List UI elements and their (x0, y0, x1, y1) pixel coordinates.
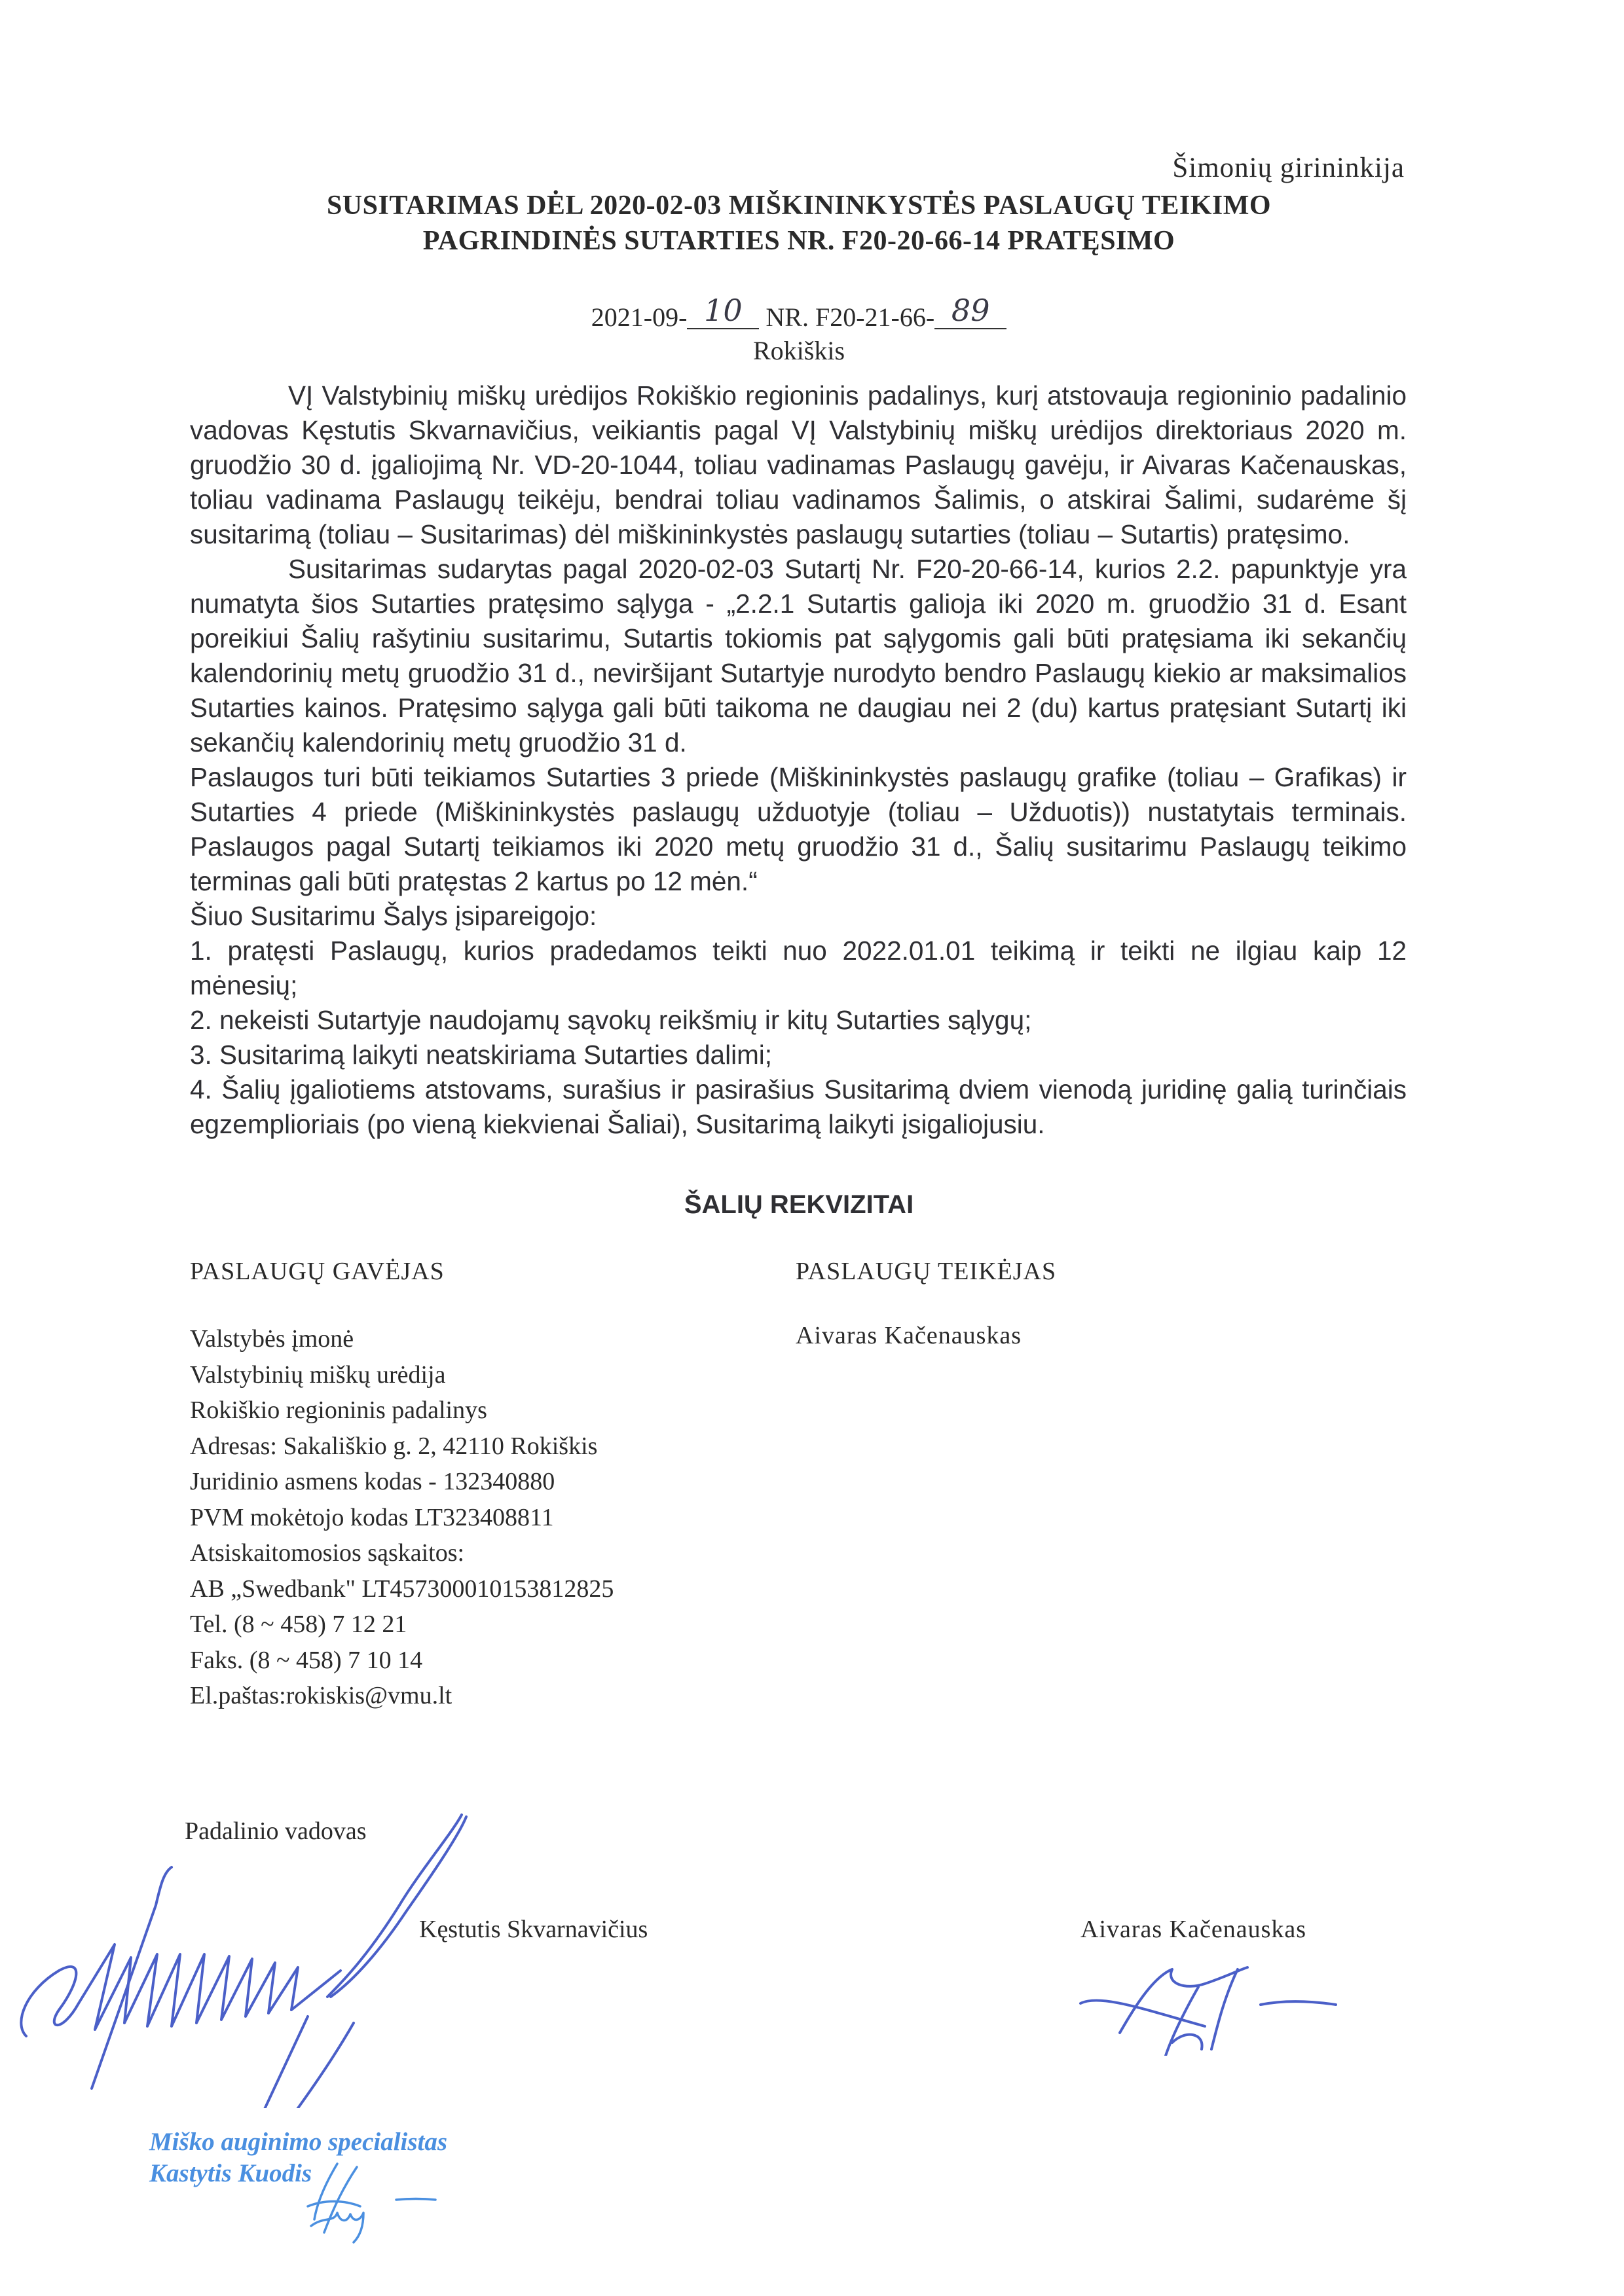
paragraph-terms: Paslaugos turi būti teikiamos Sutarties 3 priede (Miškininkystės paslaugų grafike (toliau – Grafikas) ir Sutarties 4 priede (Miškininkystės paslaugų užduotyje (toliau – Užduotis)) nustatytais terminais. Paslaugos pagal Sutartį teikiamos iki 2020 metų gruodžio 31 d., Šalių susitarimu Paslaugų teikimo terminas gali būti pratęstas 2 kartus po 12 mėn.“ (190, 762, 1407, 896)
recipient-line: Rokiškio regioninis padalinys (190, 1396, 487, 1424)
obligation-item: 2. nekeisti Sutartyje naudojamų sąvokų reikšmių ir kitų Sutarties sąlygų; (190, 1005, 1032, 1035)
recipient-line: Valstybinių miškų urėdija (190, 1360, 446, 1389)
stamp-title: Miško auginimo specialistas (149, 2128, 448, 2156)
date-prefix: 2021-09- (591, 302, 688, 332)
handwritten-day: 10 (687, 293, 759, 329)
recipient-address: Adresas: Sakališkio g. 2, 42110 Rokiškis (190, 1432, 598, 1460)
signatory-role: Padalinio vadovas (185, 1817, 367, 1845)
handwritten-number: 89 (934, 293, 1006, 329)
stamp-name: Kastytis Kuodis (149, 2159, 312, 2187)
signatory-name-right: Aivaras Kačenauskas (1080, 1916, 1307, 1943)
obligation-item: 1. pratęsti Paslaugų, kurios pradedamos teikti nuo 2022.01.01 teikimą ir teikti ne ilgiau kaip 12 mėnesių; (190, 936, 1407, 1000)
recipient-fax: Faks. (8 ~ 458) 7 10 14 (190, 1646, 423, 1674)
recipient-email: El.paštas:rokiskis@vmu.lt (190, 1682, 452, 1709)
provider-heading: PASLAUGŲ TEIKĖJAS (796, 1258, 1057, 1285)
obligation-item: 4. Šalių įgaliotiems atstovams, surašius ir pasirašius Susitarimą dviem vienodą juridinę galią turinčiais egzemplioriais (po vieną kiekvienai Šaliai), Susitarimą laikyti įsigaliojusiu. (190, 1074, 1407, 1139)
stamp-signature-icon (298, 2160, 442, 2246)
paragraph-parties: VĮ Valstybinių miškų urėdijos Rokiškio regioninis padalinys, kurį atstovauja regioninio padalinio vadovas Kęstutis Skvarnavičius, veikiantis pagal VĮ Valstybinių miškų urėdijos direktoriaus 2020 m. gruodžio 30 d. įgaliojimą Nr. VD-20-1044, toliau vadinamas Paslaugų gavėju, ir Aivaras Kačenauskas, toliau vadinama Paslaugų teikėju, bendrai toliau vadinamos Šalimis, o atskirai Šalimi, sudarėme šį susitarimą (toliau – Susitarimas) dėl miškininkystės paslaugų sutarties (toliau – Sutartis) pratęsimo. (190, 380, 1407, 549)
recipient-phone: Tel. (8 ~ 458) 7 12 21 (190, 1611, 407, 1638)
requisites-heading: ŠALIŲ REKVIZITAI (684, 1190, 914, 1219)
document-number (0, 293, 1598, 335)
document-title-line1: SUSITARIMAS DĖL 2020-02-03 MIŠKININKYSTĖS PASLAUGŲ TEIKIMO (326, 191, 1272, 221)
document-city: Rokiškis (752, 336, 845, 365)
provider-name: Aivaras Kačenauskas (796, 1322, 1022, 1349)
recipient-bank-account: AB „Swedbank" LT457300010153812825 (190, 1575, 614, 1603)
obligation-item: 3. Susitarimą laikyti neatskiriama Sutarties dalimi; (190, 1040, 773, 1070)
recipient-details (190, 1321, 614, 1714)
recipient-line: Valstybės įmonė (190, 1325, 354, 1353)
signature-right-icon (1074, 1964, 1349, 2056)
recipient-vat-code: PVM mokėtojo kodas LT323408811 (190, 1503, 554, 1531)
recipient-heading: PASLAUGŲ GAVĖJAS (190, 1258, 445, 1285)
document-title-line2: PAGRINDINĖS SUTARTIES NR. F20-20-66-14 PRATĘSIMO (422, 226, 1175, 256)
recipient-legal-code: Juridinio asmens kodas - 132340880 (190, 1468, 555, 1495)
obligations-intro: Šiuo Susitarimu Šalys įsipareigojo: (190, 901, 597, 931)
signatory-name-left: Kęstutis Skvarnavičius (419, 1916, 648, 1943)
recipient-line: Atsiskaitomosios sąskaitos: (190, 1539, 465, 1567)
org-label: Šimonių girininkija (1172, 153, 1405, 183)
agreement-body (190, 378, 1407, 1142)
number-prefix: NR. F20-21-66- (766, 302, 935, 332)
paragraph-basis: Susitarimas sudarytas pagal 2020-02-03 Sutartį Nr. F20-20-66-14, kurios 2.2. papunktyje yra numatyta šios Sutarties pratęsimo sąlyga - „2.2.1 Sutartis galioja iki 2020 m. gruodžio 31 d. Esant poreikiui Šalių rašytiniu susitarimu, Sutartis tokiomis pat sąlygomis gali būti pratęsiama iki sekančių kalendorinių metų gruodžio 31 d., neviršijant Sutartyje nurodyto bendro Paslaugų kiekio ar maksimalios Sutarties kainos. Pratęsimo sąlyga gali būti taikoma ne daugiau nei 2 (du) kartus pratęsiant Sutartį iki sekančių kalendorinių metų gruodžio 31 d. (190, 554, 1407, 757)
signature-left-icon (0, 1807, 498, 2108)
